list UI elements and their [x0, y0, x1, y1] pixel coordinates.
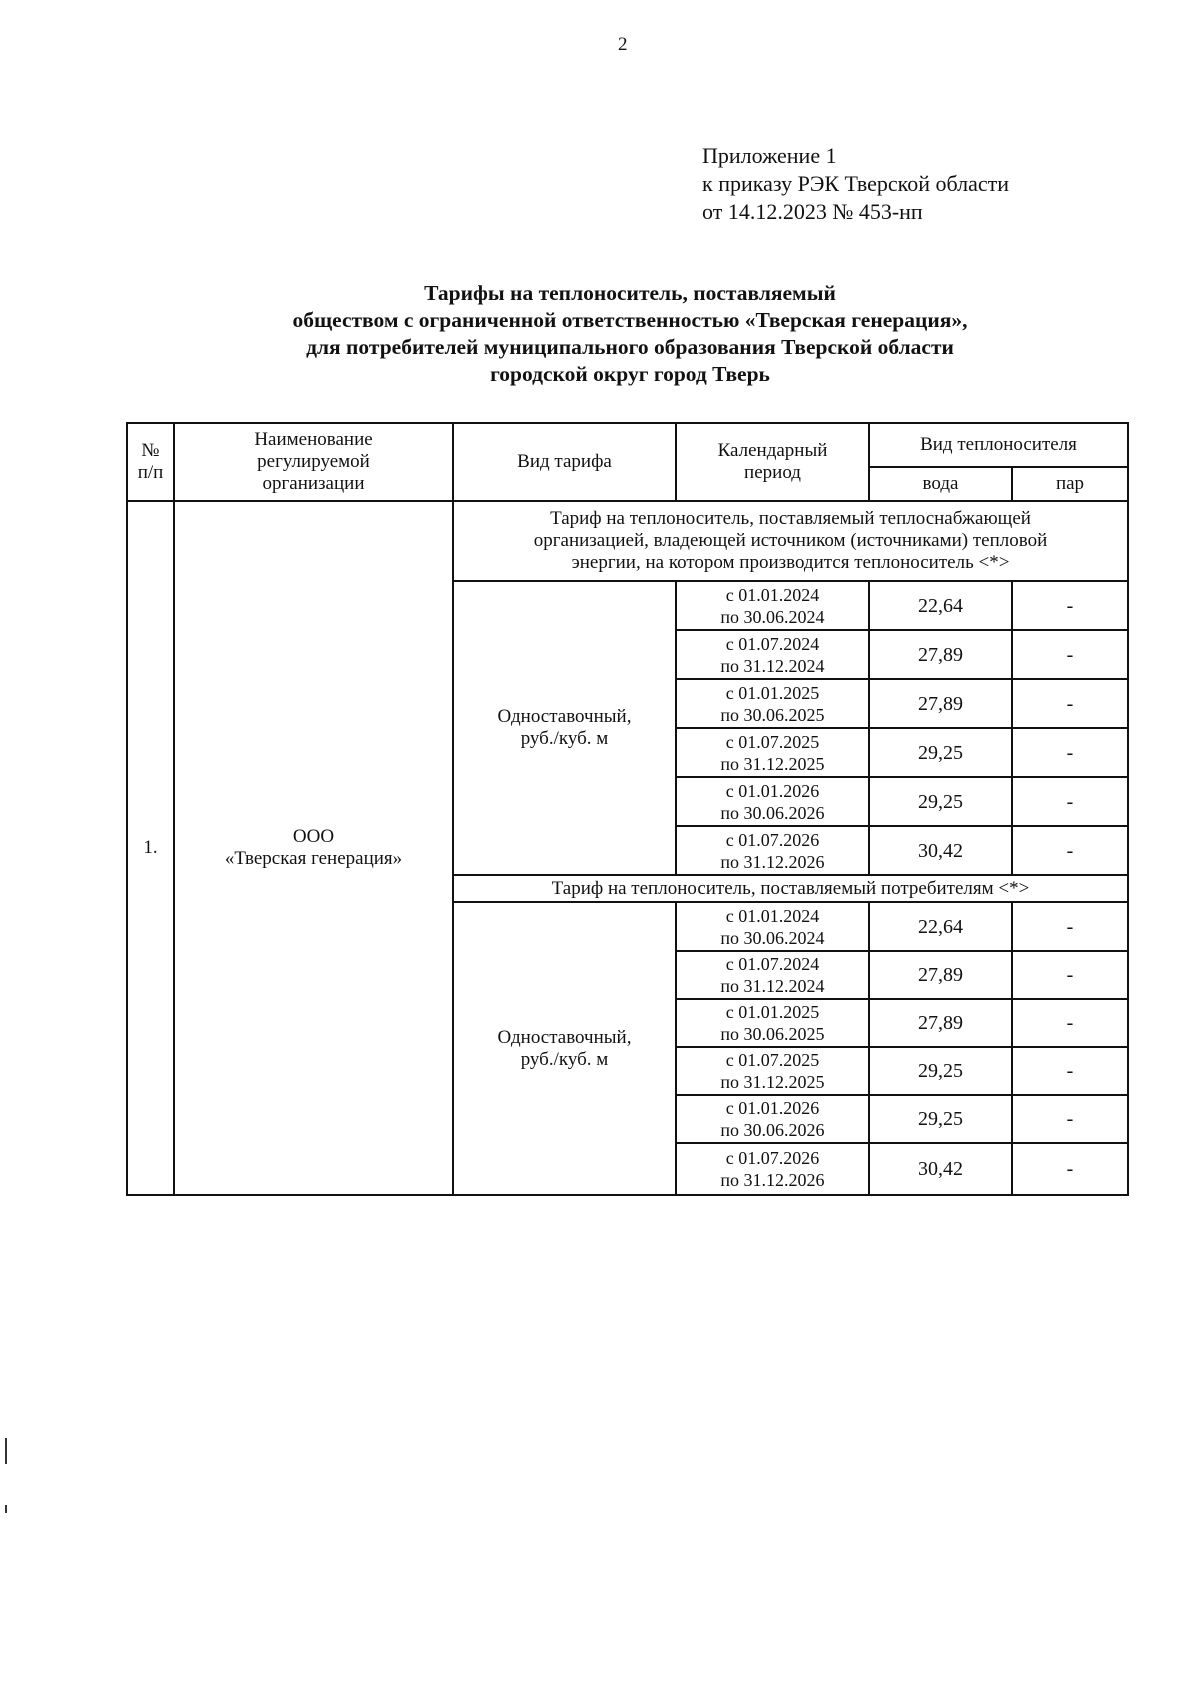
- period-cell: [676, 826, 869, 875]
- header-row: [127, 423, 1128, 467]
- period-to: по 30.06.2025: [720, 704, 825, 725]
- period-to: по 30.06.2025: [720, 1024, 825, 1044]
- header-period-line: период: [744, 462, 801, 483]
- appendix-line: от 14.12.2023 № 453-нп: [702, 199, 923, 224]
- period-from: с 01.01.2026: [725, 1098, 820, 1118]
- period-from: с 01.01.2026: [725, 780, 820, 801]
- title-line: обществом с ограниченной ответственностью «Тверская генерация»,: [292, 308, 968, 332]
- period-to: по 30.06.2026: [720, 1120, 825, 1140]
- period-cell: [676, 630, 869, 679]
- tariff-type-line: Одноставочный,: [497, 706, 632, 727]
- period-from: с 01.01.2025: [725, 682, 820, 703]
- period-cell: [676, 728, 869, 777]
- period-to: по 30.06.2024: [720, 927, 825, 948]
- section-title: [453, 501, 1128, 581]
- water-value: 27,89: [869, 679, 1012, 728]
- header-carrier: Вид теплоносителя: [869, 423, 1128, 467]
- tariff-type: [453, 581, 676, 875]
- section-title: [453, 875, 1128, 902]
- header-number: [127, 423, 174, 501]
- header-organization-line: организации: [262, 473, 365, 494]
- period-cell: [676, 777, 869, 826]
- header-period-line: Календарный: [717, 440, 828, 461]
- section-title-line: организацией, владеющей источником (источниками) тепловой: [533, 530, 1048, 551]
- water-value: 30,42: [869, 826, 1012, 875]
- scan-margin-mark: [5, 1505, 7, 1513]
- period-cell: [676, 1095, 869, 1143]
- scan-margin-mark: [5, 1438, 7, 1464]
- section-title-row: [127, 501, 1128, 581]
- period-from: с 01.01.2024: [725, 584, 820, 605]
- tariff-type-line: руб./куб. м: [520, 728, 609, 749]
- steam-value: -: [1012, 777, 1128, 826]
- header-water: вода: [869, 467, 1012, 501]
- period-from: с 01.07.2024: [725, 954, 820, 974]
- period-to: по 30.06.2026: [720, 802, 825, 823]
- header-number-line: п/п: [137, 462, 164, 483]
- water-value: 29,25: [869, 777, 1012, 826]
- appendix-line: к приказу РЭК Тверской области: [702, 171, 1010, 196]
- title-line: городской округ город Тверь: [490, 362, 770, 386]
- organization-line: «Тверская генерация»: [224, 848, 403, 869]
- organization-line: ООО: [292, 826, 335, 847]
- header-organization: [174, 423, 453, 501]
- steam-value: -: [1012, 951, 1128, 999]
- period-to: по 31.12.2026: [720, 851, 825, 872]
- period-cell: [676, 581, 869, 630]
- period-from: с 01.07.2026: [725, 829, 820, 850]
- section-title-line: Тариф на теплоноситель, поставляемый потребителям <*>: [551, 877, 1030, 899]
- period-from: с 01.07.2024: [725, 633, 820, 654]
- header-steam: пар: [1012, 467, 1128, 501]
- water-value: 30,42: [869, 1143, 1012, 1195]
- section-title-line: энергии, на котором производится теплоноситель <*>: [571, 552, 1010, 573]
- header-organization-line: регулируемой: [257, 451, 370, 472]
- steam-value: -: [1012, 1143, 1128, 1195]
- appendix-line: Приложение 1: [702, 143, 837, 168]
- period-cell: [676, 679, 869, 728]
- water-value: 29,25: [869, 1047, 1012, 1095]
- tariff-type-line: Одноставочный,: [497, 1026, 632, 1048]
- tariff-type: [453, 902, 676, 1195]
- steam-value: -: [1012, 902, 1128, 951]
- steam-value: -: [1012, 1047, 1128, 1095]
- tariff-type-line: руб./куб. м: [520, 1048, 609, 1070]
- water-value: 22,64: [869, 581, 1012, 630]
- steam-value: -: [1012, 1095, 1128, 1143]
- period-from: с 01.01.2024: [725, 905, 820, 926]
- period-to: по 31.12.2025: [720, 753, 825, 774]
- steam-value: -: [1012, 679, 1128, 728]
- period-to: по 31.12.2024: [720, 655, 825, 676]
- period-to: по 31.12.2026: [720, 1170, 825, 1190]
- period-cell: [676, 999, 869, 1047]
- document-title: [130, 280, 1130, 388]
- header-tariff-type: Вид тарифа: [453, 423, 676, 501]
- header-number-line: №: [141, 440, 160, 461]
- steam-value: -: [1012, 826, 1128, 875]
- steam-value: -: [1012, 728, 1128, 777]
- water-value: 27,89: [869, 630, 1012, 679]
- period-from: с 01.07.2025: [725, 1050, 820, 1070]
- header-organization-line: Наименование: [254, 429, 373, 450]
- water-value: 22,64: [869, 902, 1012, 951]
- organization-name: [174, 501, 453, 1195]
- period-cell: [676, 1047, 869, 1095]
- steam-value: -: [1012, 999, 1128, 1047]
- steam-value: -: [1012, 581, 1128, 630]
- period-cell: [676, 1143, 869, 1195]
- title-line: для потребителей муниципального образования Тверской области: [306, 335, 954, 359]
- period-to: по 30.06.2024: [720, 606, 825, 627]
- period-cell: [676, 951, 869, 999]
- page-number: 2: [618, 34, 628, 55]
- water-value: 27,89: [869, 951, 1012, 999]
- title-line: Тарифы на теплоноситель, поставляемый: [424, 281, 836, 305]
- period-from: с 01.07.2025: [725, 731, 820, 752]
- period-from: с 01.07.2026: [725, 1148, 820, 1168]
- header-period: [676, 423, 869, 501]
- water-value: 27,89: [869, 999, 1012, 1047]
- period-from: с 01.01.2025: [725, 1002, 820, 1022]
- period-cell: [676, 902, 869, 951]
- appendix-reference: [702, 142, 1009, 226]
- section-title-line: Тариф на теплоноситель, поставляемый теплоснабжающей: [550, 508, 1031, 529]
- period-to: по 31.12.2024: [720, 976, 825, 996]
- steam-value: -: [1012, 630, 1128, 679]
- water-value: 29,25: [869, 728, 1012, 777]
- water-value: 29,25: [869, 1095, 1012, 1143]
- row-number: 1.: [127, 501, 174, 1195]
- tariff-table: [126, 422, 1129, 1196]
- period-to: по 31.12.2025: [720, 1072, 825, 1092]
